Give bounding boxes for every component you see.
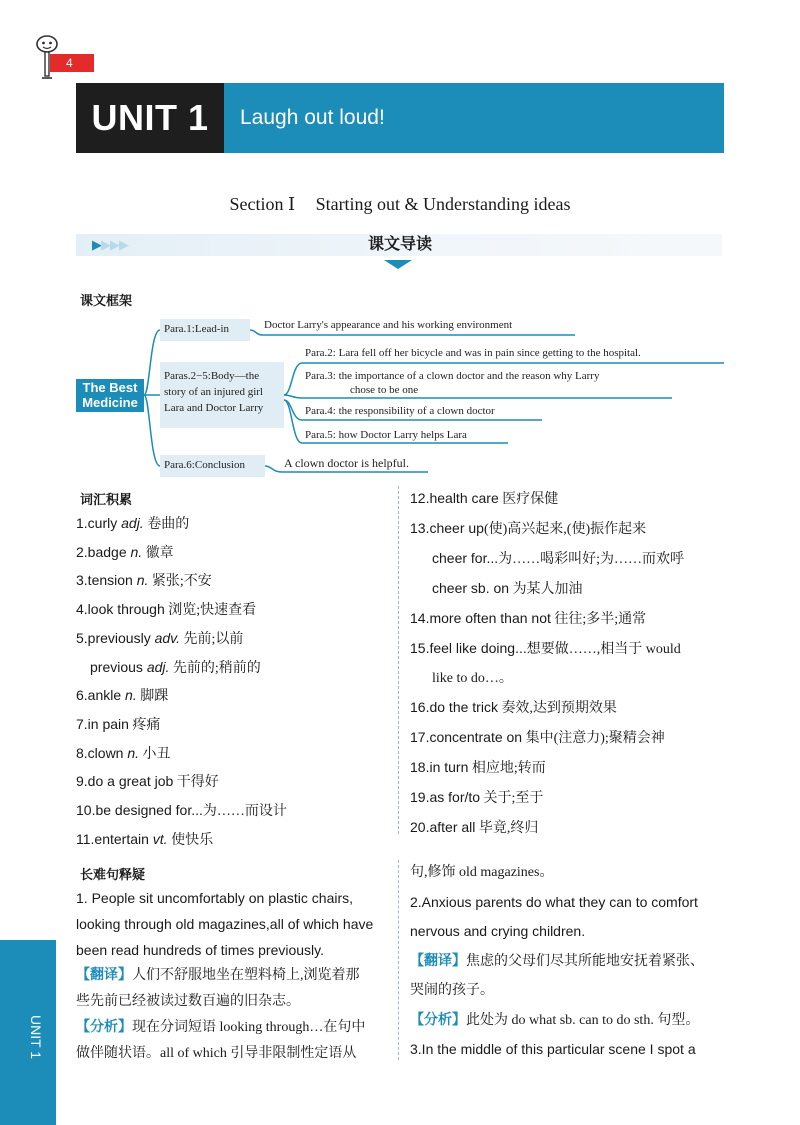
vocab-term: 18.in turn: [410, 759, 469, 775]
vocab-meaning: 疼痛: [128, 717, 161, 733]
vocab-list-right: [410, 484, 726, 843]
s1-translation-tag: 【翻译】: [76, 968, 132, 983]
guide-title: 课文导读: [367, 236, 432, 253]
vocab-term: 9.do a great job: [76, 773, 174, 790]
vocab-term: 19.as for/to: [410, 789, 481, 805]
vocab-meaning: 医疗保健: [498, 492, 559, 507]
vocab-term: 17.concentrate on: [410, 729, 523, 745]
vocab-meaning: 紧张;不安: [148, 574, 212, 590]
unit-title: Laugh out loud!: [224, 83, 724, 153]
s1-analysis-line-1: 现在分词短语 looking through…在句中: [132, 1020, 366, 1035]
vocab-meaning: 浏览;快速查看: [164, 603, 257, 619]
mind-map-root: [76, 379, 144, 412]
body-node: [160, 362, 284, 428]
s1-line-2: looking through old magazines,all of which have: [76, 916, 374, 932]
section-label: Section Ⅰ: [229, 194, 296, 214]
conclusion-node: [160, 455, 265, 477]
vocab-meaning: 关于;至于: [480, 791, 544, 806]
s1-translation: [76, 963, 392, 989]
conclusion-label: Para.6:Conclusion: [164, 459, 245, 471]
vocab-pos: vt.: [152, 830, 168, 847]
vocab-item: [410, 484, 726, 514]
vocab-meaning: 为……而设计: [202, 804, 287, 820]
s2-translation-line-1: 焦虑的父母们尽其所能地安抚着紧张、: [466, 953, 704, 969]
sentences-right: [410, 858, 726, 1065]
s2-analysis-text: 此处为 do what sb. can to do sth. 句型。: [466, 1012, 700, 1028]
vocab-meaning: 集中(注意力);聚精会神: [522, 731, 665, 746]
para3-line-2: chose to be one: [350, 384, 419, 396]
vocab-item: [76, 567, 394, 596]
vocab-term: 10.be designed for...: [76, 802, 203, 819]
root-line-1: The Best: [82, 380, 138, 395]
vocab-meaning: 小丑: [139, 746, 171, 762]
vocab-item: [410, 574, 726, 604]
vocab-pos: adv.: [154, 629, 181, 646]
vocab-term: cheer for...: [432, 550, 499, 566]
vocab-item: [76, 682, 394, 711]
vocab-item: [76, 826, 394, 855]
vocab-pos: adj.: [146, 658, 170, 675]
body-label-line-2: story of an injured girl: [164, 386, 263, 398]
vocab-item: [410, 514, 726, 544]
framework-heading: 课文框架: [80, 293, 133, 308]
vocab-meaning: 脚踝: [136, 689, 169, 705]
vocab-item: [410, 693, 726, 723]
s1-line-1: 1. People sit uncomfortably on plastic chairs,: [76, 890, 354, 906]
vocab-term: previous: [90, 658, 147, 675]
vocab-meaning: 先前的;稍前的: [169, 660, 261, 676]
vocab-term: 7.in pain: [76, 715, 129, 732]
para3-line-1: Para.3: the importance of a clown doctor and the reason why Larry: [305, 370, 600, 382]
s1-analysis: [76, 1015, 392, 1041]
vocab-meaning: 干得好: [173, 775, 219, 791]
vocab-item: [410, 753, 726, 783]
body-label-line-1: Paras.2−5:Body—the: [164, 370, 260, 382]
vocab-item: [76, 596, 394, 625]
s2-line-2: nervous and crying children.: [410, 923, 586, 939]
body-item-para5: Para.5: how Doctor Larry helps Lara: [305, 429, 467, 441]
vocab-meaning: 徽章: [142, 545, 174, 561]
vocab-term: 4.look through: [76, 601, 165, 618]
vocab-item: [410, 664, 726, 693]
guide-arrows-icon: ▶▶▶▶: [92, 237, 128, 252]
body-label-line-3: Lara and Doctor Larry: [164, 402, 264, 414]
vocab-term: 2.badge: [76, 543, 131, 560]
section-name: Starting out & Understanding ideas: [315, 194, 571, 214]
vocab-meaning: 为……喝彩叫好;为……而欢呼: [498, 552, 685, 567]
vocab-item: [76, 740, 394, 769]
lead-in-node: [160, 319, 250, 341]
vocab-divider: [398, 486, 399, 834]
vocab-item: [76, 768, 394, 797]
sentences-left: [76, 885, 392, 1067]
vocab-term: 20.after all: [410, 819, 476, 835]
vocab-term: 13.cheer up: [410, 520, 484, 536]
vocab-term: 11.entertain: [76, 830, 153, 847]
vocab-term: 5.previously: [76, 629, 155, 646]
vocab-meaning: 为某人加油: [509, 582, 583, 597]
vocab-item: [410, 813, 726, 843]
vocab-meaning: 奏效,达到预期效果: [497, 701, 617, 716]
vocab-item: [76, 654, 394, 683]
vocab-meaning: like to do…。: [432, 671, 513, 686]
vocab-item: [410, 604, 726, 634]
body-item-para4: Para.4: the responsibility of a clown doctor: [305, 405, 495, 417]
s1-translation-line-2: 些先前已经被读过数百遍的旧杂志。: [76, 994, 300, 1009]
conclusion-detail: A clown doctor is helpful.: [284, 456, 409, 470]
s2-translation: [410, 947, 726, 977]
s1-line-3: been read hundreds of times previously.: [76, 942, 324, 958]
page-number: 4: [50, 54, 94, 72]
mind-map-lines: [0, 0, 800, 500]
vocab-item: [76, 539, 394, 568]
s1-analysis-continued: 句,修饰 old magazines。: [410, 865, 554, 880]
vocab-item: [410, 723, 726, 753]
body-item-para2: Para.2: Lara fell off her bicycle and was in pain since getting to the hospital.: [305, 347, 641, 359]
vocab-item: [410, 634, 726, 664]
s2-translation-tag: 【翻译】: [410, 953, 466, 969]
vocab-pos: n.: [127, 744, 140, 761]
side-unit-label: UNIT 1: [28, 1015, 44, 1060]
vocab-item: [76, 625, 394, 654]
vocab-meaning: 相应地;转而: [468, 761, 546, 776]
vocab-meaning: 卷曲的: [143, 517, 190, 532]
s2-analysis: [410, 1006, 726, 1036]
vocab-term: 3.tension: [76, 572, 137, 589]
vocab-list-left: [76, 510, 394, 854]
vocab-pos: n.: [130, 543, 143, 560]
vocab-term: 14.more often than not: [410, 610, 551, 626]
s2-line-1: 2.Anxious parents do what they can to comfort: [410, 893, 698, 910]
vocab-item: [76, 797, 394, 826]
vocab-pos: n.: [125, 687, 137, 704]
vocab-term: 12.health care: [410, 490, 499, 506]
vocab-term: 8.clown: [76, 744, 128, 761]
vocab-meaning: (使)高兴起来,(使)振作起来: [483, 522, 647, 537]
vocab-meaning: 使快乐: [167, 832, 214, 848]
vocab-heading: 词汇积累: [80, 492, 133, 507]
vocab-item: [410, 783, 726, 813]
vocab-term: 6.ankle: [76, 687, 126, 704]
lead-in-detail: Doctor Larry's appearance and his working environment: [264, 319, 513, 331]
vocab-term: 16.do the trick: [410, 699, 498, 715]
vocab-term: 15.feel like doing...: [410, 640, 527, 656]
sentences-divider: [398, 860, 399, 1060]
vocab-item: [76, 510, 394, 539]
vocab-pos: n.: [136, 572, 149, 589]
vocab-item: [76, 711, 394, 740]
vocab-pos: adj.: [121, 515, 144, 531]
unit-label: UNIT 1: [76, 83, 224, 153]
s1-translation-line-1: 人们不舒服地坐在塑料椅上,浏览着那: [132, 968, 360, 983]
body-item-para3: [305, 369, 599, 398]
s2-analysis-tag: 【分析】: [410, 1012, 466, 1028]
s2-translation-line-2: 哭闹的孩子。: [410, 983, 494, 998]
root-line-2: Medicine: [82, 395, 138, 410]
s1-analysis-tag: 【分析】: [76, 1020, 132, 1035]
sentences-heading: 长难句释疑: [80, 867, 146, 882]
vocab-meaning: 想要做……,相当于 would: [526, 642, 681, 657]
vocab-item: [410, 544, 726, 574]
s1-analysis-line-2: 做伴随状语。all of which 引导非限制性定语从: [76, 1046, 357, 1061]
vocab-term: cheer sb. on: [432, 580, 510, 596]
vocab-meaning: 先前;以前: [180, 631, 244, 647]
vocab-meaning: 毕竟,终归: [475, 821, 539, 836]
vocab-meaning: 往往;多半;通常: [550, 612, 647, 627]
s3-line-1: 3.In the middle of this particular scene I spot a: [410, 1041, 696, 1057]
lead-in-label: Para.1:Lead-in: [164, 323, 230, 335]
vocab-term: 1.curly: [76, 515, 122, 531]
